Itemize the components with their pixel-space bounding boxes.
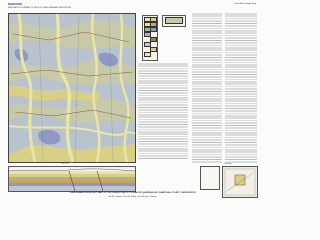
unit-descriptions-col-2 [225,13,257,163]
legend-swatch [150,27,157,32]
map-title: PRELIMINARY GEOLOGIC MAP OF THE CERRO PRIETO 7.5-MINUTE QUADRANGLE, SANDOVAL COUNTY, NEW MEXICO [70,192,197,194]
cross-section-panel[interactable] [8,166,136,192]
index-inset [200,166,220,190]
geologic-map [9,14,135,162]
legend-swatch [165,17,183,24]
agency-logo: NMBGMR [8,2,22,6]
location-map[interactable] [222,166,258,198]
location-map-label: Location [224,163,232,165]
top-left-note: NEW MEXICO BUREAU OF GEOLOGY AND MINERAL RESOURCES [8,7,72,9]
unit-descriptions-col-1 [192,13,222,163]
top-right-note: Open-File Geologic Map [234,3,256,5]
legend-panel [138,13,188,161]
cross-section-label: A — A' [62,163,68,165]
geologic-map-panel[interactable] [8,13,136,163]
map-authors: Kirt A. Kempter, Shari A. Kelley, and Jeffrey D. Koning [108,196,157,198]
legend-swatch [150,37,157,42]
cross-section [9,167,135,191]
legend-swatch [144,52,151,57]
legend-swatch [150,47,157,52]
location-map-graphic [223,167,257,197]
legend-text-block [138,63,188,159]
